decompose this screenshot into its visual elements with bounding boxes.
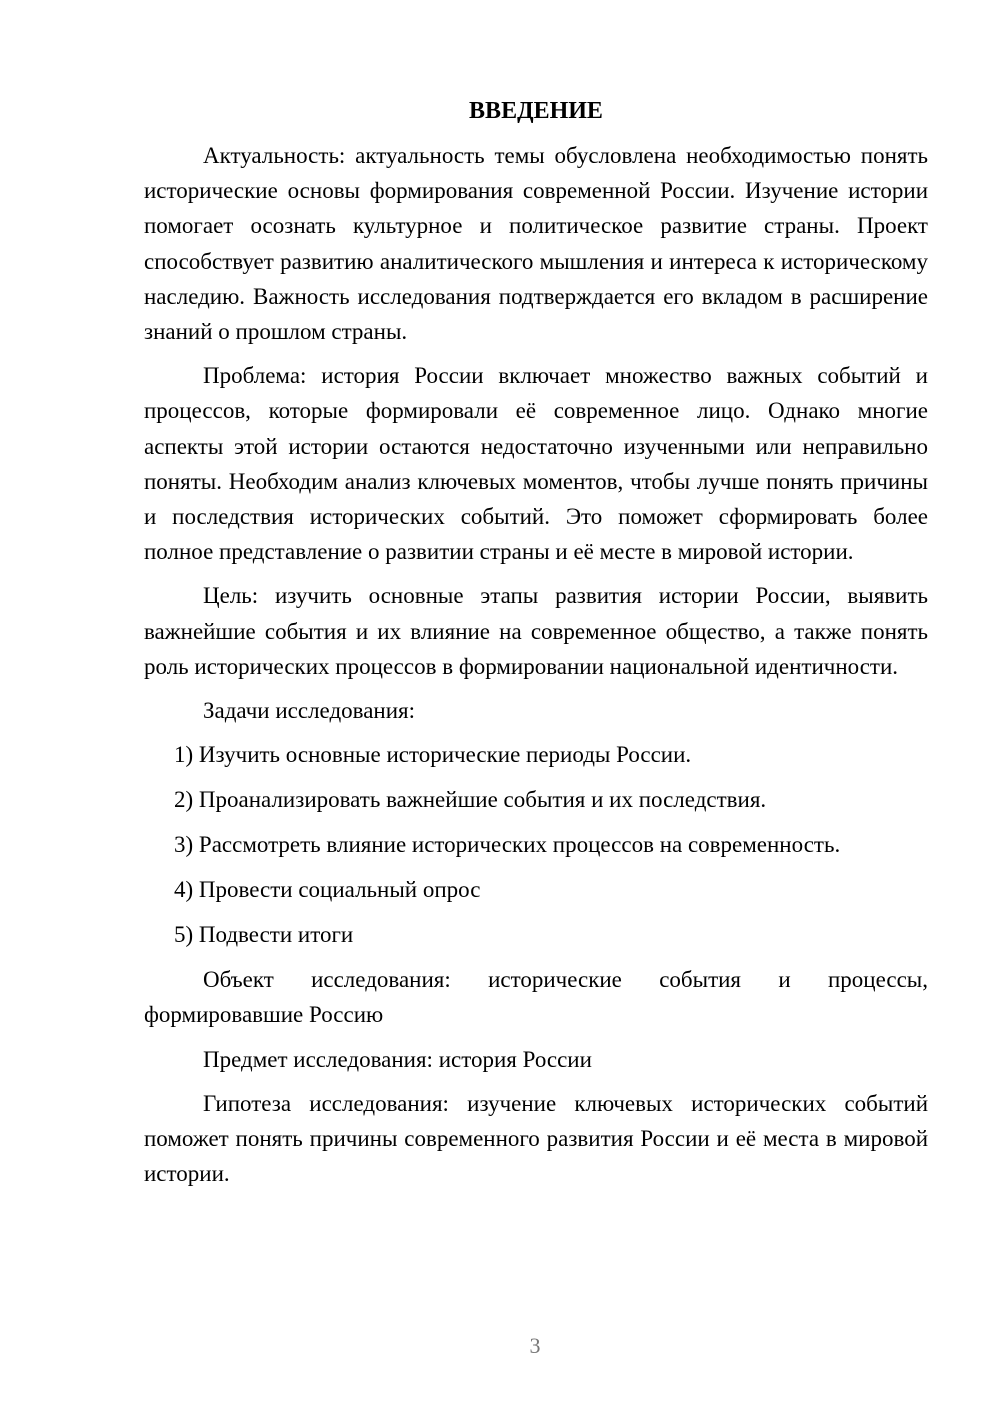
paragraph-problem: Проблема: история России включает множество важных событий и процессов, которые формировали её современное лицо. Однако многие аспекты этой истории остаются недостаточно изученными или неправильно поняты. Необходим анализ ключевых моментов, чтобы лучше понять причины и последствия исторических событий. Это поможет сформировать более полное представление о развитии страны и её месте в мировой истории. — [144, 363, 928, 565]
paragraph-goal: Цель: изучить основные этапы развития истории России, выявить важнейшие события и их влияние на современное общество, а также понять роль исторических процессов в формировании национальной идентичности. — [144, 583, 928, 679]
task-item-4: 4) Провести социальный опрос — [174, 877, 481, 903]
section-title: ВВЕДЕНИЕ — [469, 98, 603, 124]
task-item-2: 2) Проанализировать важнейшие события и их последствия. — [174, 787, 767, 813]
task-item-5: 5) Подвести итоги — [174, 922, 354, 948]
paragraph-subject: Предмет исследования: история России — [203, 1046, 592, 1072]
task-item-1: 1) Изучить основные исторические периоды России. — [174, 742, 692, 768]
paragraph-hypothesis: Гипотеза исследования: изучение ключевых исторических событий поможет понять причины современного развития России и её места в мировой истории. — [144, 1090, 928, 1187]
paragraph-tasks-heading: Задачи исследования: — [203, 698, 416, 724]
page-content — [144, 94, 928, 1200]
page-number: 3 — [529, 1333, 541, 1358]
task-item-3: 3) Рассмотреть влияние исторических процессов на современность. — [174, 832, 841, 858]
paragraph-object: Объект исследования: исторические события и процессы, формировавшие Россию — [144, 967, 928, 1028]
paragraph-relevance: Актуальность: актуальность темы обусловлена необходимостью понять исторические основы формирования современной России. Изучение истории помогает осознать культурное и политическое развитие страны. Проект способствует развитию аналитического мышления и интереса к историческому наследию. Важность исследования подтверждается его вкладом в расширение знаний о прошлом страны. — [144, 143, 928, 345]
